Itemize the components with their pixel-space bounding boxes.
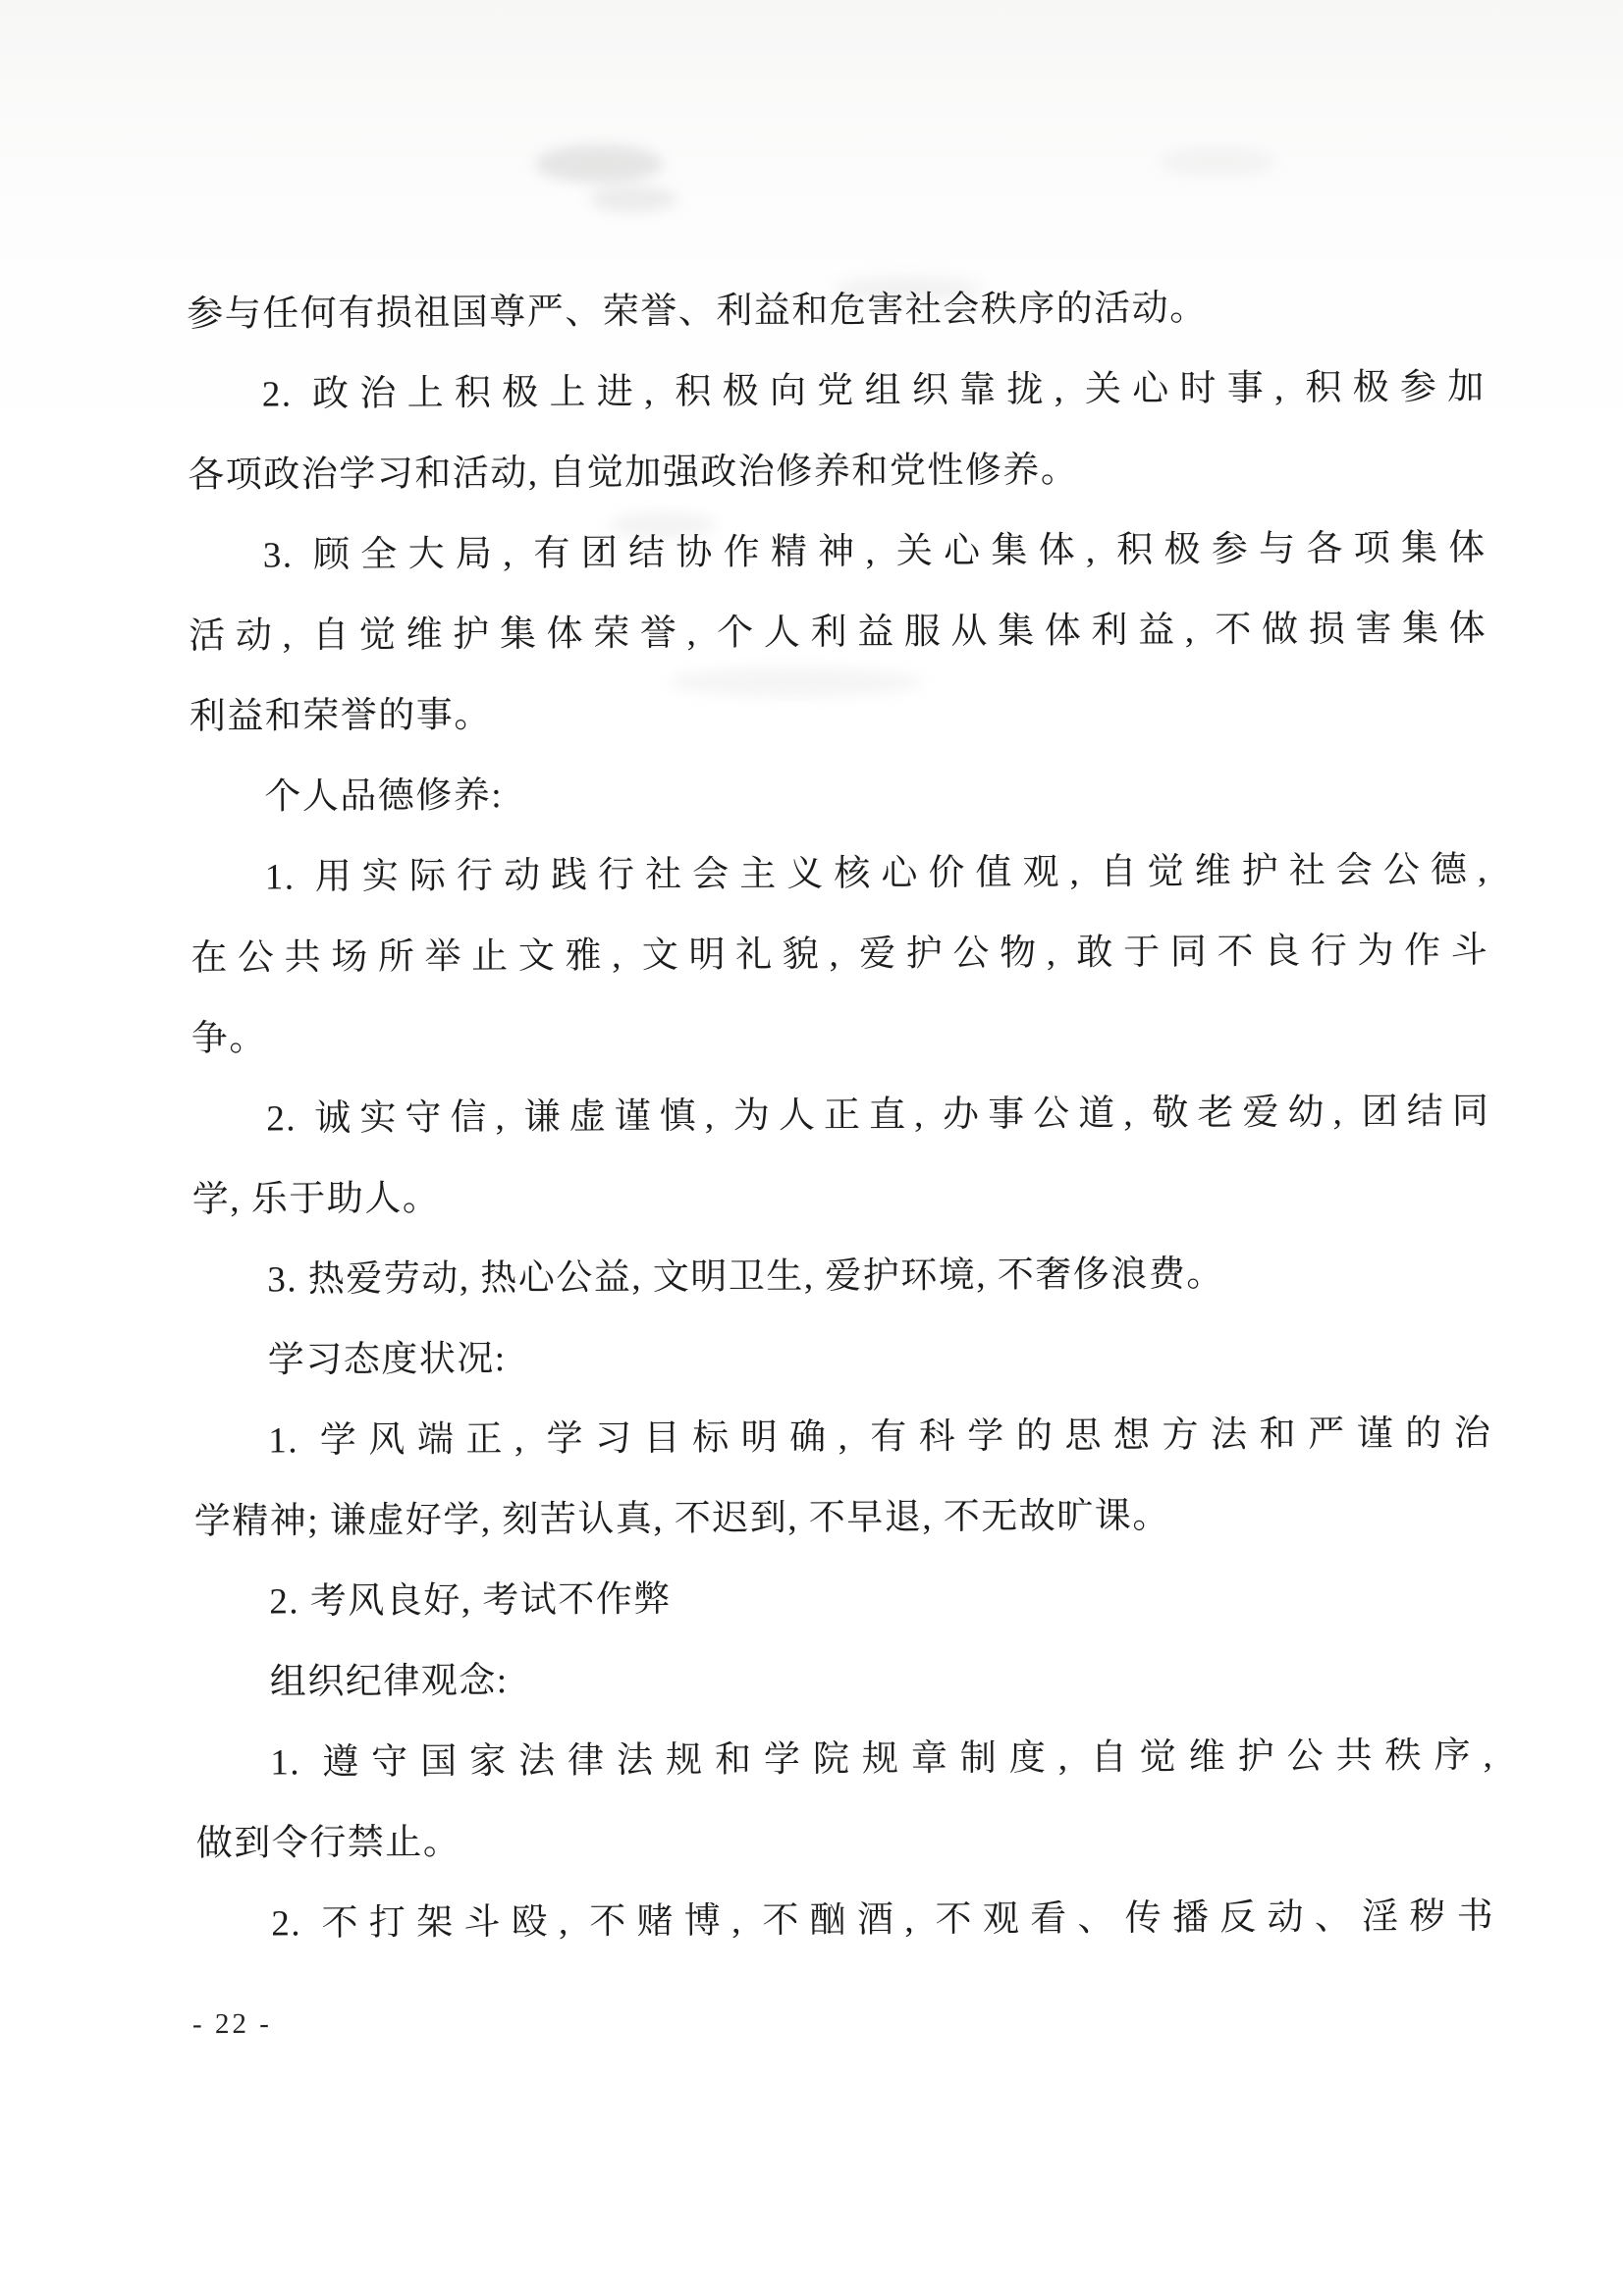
document-lines [187, 267, 1494, 1965]
text-line: 学, 乐于助人。 [191, 1178, 441, 1221]
scan-smudge [589, 187, 677, 212]
text-line: 各项政治学习和活动, 自觉加强政治修养和党性修养。 [188, 450, 1079, 497]
text-line: 在公共场所举止文雅, 文明礼貌, 爱护公物, 敢于同不良行为作斗 [190, 930, 1489, 980]
text-line: 组织纪律观念: [269, 1661, 509, 1703]
text-line: 2. 诚实守信, 谦虚谨慎, 为人正直, 办事公道, 敬老爱幼, 团结同 [266, 1091, 1490, 1140]
page-number: - 22 - [191, 2007, 272, 2041]
text-line: 2. 考风良好, 考试不作弊 [269, 1579, 672, 1623]
text-line: 3. 顾全大局, 有团结协作精神, 关心集体, 积极参与各项集体 [262, 527, 1487, 576]
text-line: 参与任何有损祖国尊严、荣誉、利益和危害社会秩序的活动。 [187, 288, 1208, 336]
text-line: 学精神; 谦虚好学, 刻苦认真, 不迟到, 不早退, 不无故旷课。 [193, 1495, 1170, 1543]
scan-smudge [1159, 147, 1276, 177]
text-line: 1. 用实际行动践行社会主义核心价值观, 自觉维护社会公德, [264, 849, 1488, 898]
text-line: 2. 政治上积极上进, 积极向党组织靠拢, 关心时事, 积极参加 [261, 366, 1486, 415]
text-line: 个人品德修养: [264, 775, 504, 818]
text-line: 做到令行禁止。 [195, 1822, 461, 1865]
text-line: 利益和荣誉的事。 [189, 695, 492, 738]
text-line: 3. 热爱劳动, 热心公益, 文明卫生, 爱护环境, 不奢侈浪费。 [267, 1254, 1224, 1301]
text-line: 1. 遵守国家法律法规和学院规章制度, 自觉维护公共秩序, [270, 1735, 1494, 1784]
scan-smudge [535, 145, 663, 183]
text-line: 学习态度状况: [267, 1339, 507, 1381]
text-line: 活动, 自觉维护集体荣誉, 个人利益服从集体利益, 不做损害集体 [189, 608, 1488, 658]
text-line: 争。 [190, 1018, 267, 1060]
text-line: 2. 不打架斗殴, 不赌博, 不酗酒, 不观看、传播反动、淫秽书 [271, 1896, 1495, 1945]
text-line: 1. 学风端正, 学习目标明确, 有科学的思想方法和严谨的治 [268, 1413, 1492, 1462]
